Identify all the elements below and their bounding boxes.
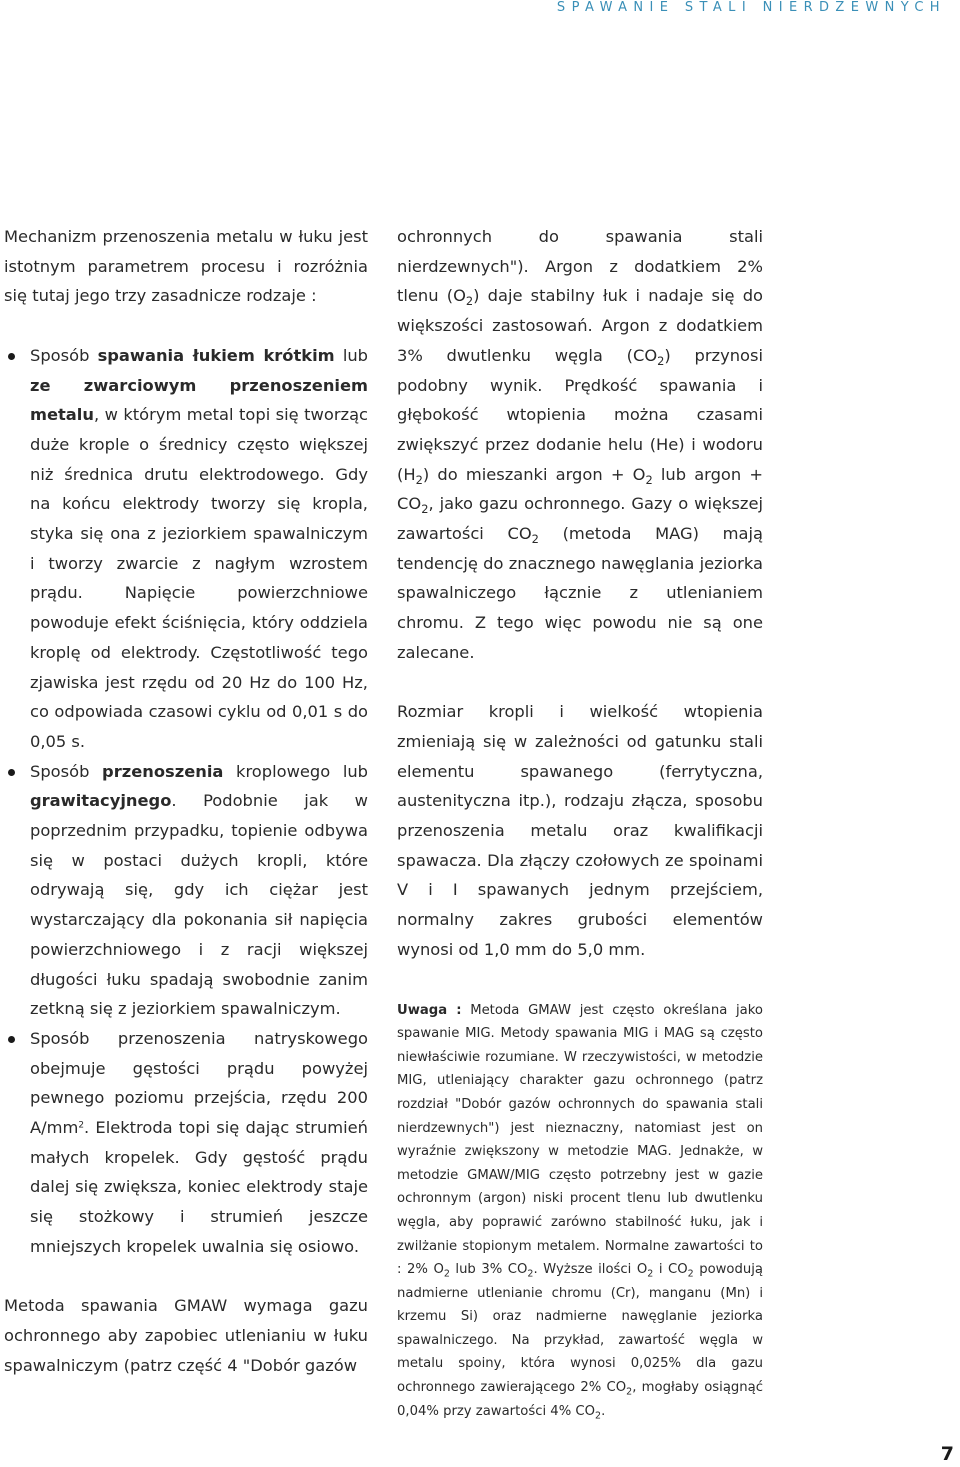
shielding-gas-paragraph: ochronnych do spawania stali nierdzewnych"). Argon z dodatkiem 2% tlenu $(O_2)$ daje stabilny łuk i nadaje się do większości zastosowań. Argon z dodatkiem 3% dwutlenku węgla $(CO_2)$ przynosi podobny wynik. Prędkość spawania i głębokość wtopienia można czasami zwiększyć przez dodanie helu (He) i wodoru $(H_2)$ do mieszanki argon + $O_2$ lub argon + $CO_2$, jako gazu ochronnego. Gazy o większej zawartości $CO_2$ (metoda MAG) mają tendencję do znacznego nawęglania jeziorka spawalniczego łącznie z utlenianiem chromu. Z tego więc powodu nie są one zalecane. bbox=[397, 227, 763, 662]
left-column bbox=[4, 222, 368, 1380]
list-item-spray: Sposób przenoszenia natryskowego obejmuje gęstości prądu powyżej pewnego poziomu przejścia, rzędu 200 $A/mm^2$. Elektroda topi się dając strumień małych kropelek. Gdy gęstość prądu dalej się zwiększa, koniec elektrody staje się stożkowy i strumień jeszcze mniejszych kropelek uwalnia się osiowo. bbox=[4, 1024, 368, 1262]
intro-paragraph: Mechanizm przenoszenia metalu w łuku jest istotnym parametrem procesu i rozróżnia się tutaj jego trzy zasadnicze rodzaje : bbox=[4, 227, 368, 306]
note-label: Uwaga : bbox=[397, 1002, 462, 1018]
droplet-size-paragraph: Rozmiar kropli i wielkość wtopienia zmieniają się w zależności od gatunku stali elementu spawanego (ferrytyczna, austenityczna itp.), rodzaju złącza, sposobu przenoszenia metalu oraz kwalifikacji spawacza. Dla złączy czołowych ze spoinami V i I spawanych jednym przejściem, normalny zakres grubości elementów wynosi od 1,0 mm do 5,0 mm. bbox=[397, 702, 763, 959]
note-paragraph: Uwaga : Metoda GMAW jest często określana jako spawanie MIG. Metody spawania MIG i MAG są często niewłaściwie rozumiane. W rzeczywistości, w metodzie MIG, utleniający charakter gazu ochronnego (patrz rozdział "Dobór gazów ochronnych do spawania stali nierdzewnych") jest nieznaczny, natomiast jest on wyraźnie zwiększony w metodzie MAG. Jednakże, w metodzie GMAW/MIG często potrzebny jest w gazie ochronnym (argon) niski procent tlenu lub dwutlenku węgla, aby poprawić zarówno stabilność łuku, jak i zwilżanie stopionym metalem. Normalne zawartości to : 2% $O_2$ lub 3% $CO_2$. Wyższe ilości $O_2$ i $CO_2$ powodują nadmierne utlenianie chromu (Cr), manganu (Mn) i krzemu Si) oraz nadmierne nawęglanie jeziorka spawalniczego. Na przykład, zawartość węgla w metalu spoiny, która wynosi 0,025% dla gazu ochronnego zawierającego 2% $CO_2$, mogłaby osiągnąć 0,04% przy zawartości 4% $CO_2$. bbox=[397, 1002, 763, 1421]
list-item-globular: Sposób przenoszenia kroplowego lub grawitacyjnego. Podobnie jak w poprzednim przypadku, topienie odbywa się w postaci dużych kropli, które odrywają się, gdy ich ciężar jest wystarczający dla pokonania sił napięcia powierzchniowego i z racji większej długości łuku spadają swobodnie zanim zetkną się z jeziorkiem spawalniczym. bbox=[4, 757, 368, 1024]
page-number: 7 bbox=[940, 1443, 954, 1465]
right-column bbox=[397, 222, 763, 1423]
list-item-short-arc: Sposób spawania łukiem krótkim lub ze zwarciowym przenoszeniem metalu, w którym metal topi się tworząc duże krople o średnicy często większej niż średnica drutu elektrodowego. Gdy na końcu elektrody tworzy się kropla, styka się ona z jeziorkiem spawalniczym i tworzy zwarcie z nagłym wzrostem prądu. Napięcie powierzchniowe powoduje efekt ściśnięcia, który oddziela kroplę od elektrody. Częstotliwość tego zjawiska jest rzędu od 20 Hz do 100 Hz, co odpowiada czasowi cyklu od 0,01 s do 0,05 s. bbox=[4, 341, 368, 757]
transfer-modes-list bbox=[4, 341, 368, 1262]
closing-paragraph: Metoda spawania GMAW wymaga gazu ochronnego aby zapobiec utlenianiu w łuku spawalniczym (patrz część 4 "Dobór gazów bbox=[4, 1296, 368, 1375]
running-header: SPAWANIE STALI NIERDZEWNYCH bbox=[556, 0, 946, 15]
